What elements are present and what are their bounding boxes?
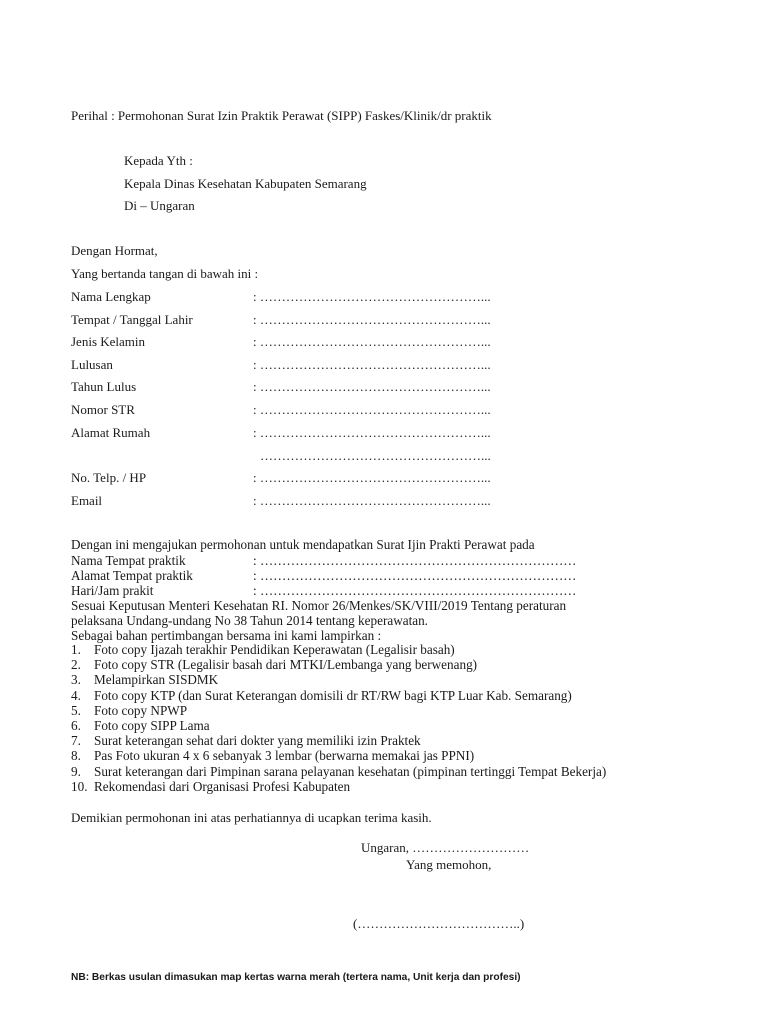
field-value-lulusan: : ……………………………………………... [253,357,491,372]
list-item-number: 6. [71,718,81,734]
request-value-nama-tempat: : ……………………………………………………………… [253,553,577,568]
place-date: Ungaran, ……………………… [361,840,530,855]
request-value-hari-jam: : ……………………………………………………………… [253,583,577,598]
attachments-list [71,642,606,794]
list-item [71,672,606,687]
request-label-nama-tempat: Nama Tempat praktik [71,553,186,568]
applicant-label: Yang memohon, [406,857,492,872]
list-item-text: Foto copy NPWP [94,702,188,718]
regulation-line-2: pelaksana Undang-undang No 38 Tahun 2014 tentang keperawatan. [71,613,428,628]
list-item [71,748,606,763]
list-item-text: Foto copy SIPP Lama [94,718,210,734]
list-item-number: 9. [71,763,81,779]
field-label-alamat-rumah: Alamat Rumah [71,425,151,440]
field-value-nomor-str: : ……………………………………………... [253,402,491,417]
field-label-telp: No. Telp. / HP [71,470,147,485]
list-item-text: Melampirkan SISDMK [94,672,219,688]
field-value-tahun-lulus: : ……………………………………………... [253,379,491,394]
signature-line: (………………………………..) [353,916,525,931]
intro-text: Yang bertanda tangan di bawah ini : [71,266,259,281]
addressee-greeting: Kepada Yth : [124,153,193,168]
regulation-line-1: Sesuai Keputusan Menteri Kesehatan RI. Nomor 26/Menkes/SK/VIII/2019 Tentang peraturan [71,598,567,613]
field-value-email: : ……………………………………………... [253,493,491,508]
list-item [71,688,606,703]
field-label-ttl: Tempat / Tanggal Lahir [71,312,193,327]
list-item-text: Foto copy KTP (dan Surat Keterangan domisili dr RT/RW bagi KTP Luar Kab. Semarang) [94,687,572,703]
salutation: Dengan Hormat, [71,243,158,258]
list-item [71,779,606,794]
list-item-number: 1. [71,642,81,657]
list-item [71,718,606,733]
field-value-alamat-rumah-line2: ……………………………………………... [260,448,491,463]
list-item-number: 10. [71,778,88,794]
list-item [71,733,606,748]
list-item-number: 4. [71,687,81,703]
field-label-nama: Nama Lengkap [71,289,151,304]
list-item-text: Pas Foto ukuran 4 x 6 sebanyak 3 lembar (berwarna memakai jas PPNI) [94,748,475,764]
field-value-ttl: : ……………………………………………... [253,312,491,327]
list-item-text: Surat keterangan dari Pimpinan sarana pelayanan kesehatan (pimpinan tertinggi Tempat Bekerja) [94,763,607,779]
attachments-intro: Sebagai bahan pertimbangan bersama ini kami lampirkan : [71,628,382,643]
list-item-number: 3. [71,672,81,688]
field-value-jenis-kelamin: : ……………………………………………... [253,334,491,349]
request-label-hari-jam: Hari/Jam prakit [71,583,154,598]
field-value-alamat-rumah: : ……………………………………………... [253,425,491,440]
request-label-alamat-tempat: Alamat Tempat praktik [71,568,193,583]
list-item [71,657,606,672]
list-item-number: 5. [71,702,81,718]
list-item-number: 8. [71,748,81,764]
list-item-number: 2. [71,657,81,673]
list-item [71,642,606,657]
subject-line: Perihal : Permohonan Surat Izin Praktik Perawat (SIPP) Faskes/Klinik/dr praktik [71,108,492,123]
addressee-name: Kepala Dinas Kesehatan Kabupaten Semarang [124,176,367,191]
field-label-lulusan: Lulusan [71,357,113,372]
closing-text: Demikian permohonan ini atas perhatiannya di ucapkan terima kasih. [71,810,432,825]
field-label-tahun-lulus: Tahun Lulus [71,379,137,394]
list-item-text: Surat keterangan sehat dari dokter yang memiliki izin Praktek [94,733,421,749]
list-item [71,764,606,779]
list-item [71,703,606,718]
list-item-text: Rekomendasi dari Organisasi Profesi Kabupaten [94,778,351,794]
request-intro: Dengan ini mengajukan permohonan untuk mendapatkan Surat Ijin Prakti Perawat pada [71,537,535,552]
list-item-text: Foto copy Ijazah terakhir Pendidikan Keperawatan (Legalisir basah) [94,642,455,657]
list-item-number: 7. [71,733,81,749]
field-value-nama: : ……………………………………………... [253,289,491,304]
field-value-telp: : ……………………………………………... [253,470,491,485]
field-label-jenis-kelamin: Jenis Kelamin [71,334,146,349]
request-value-alamat-tempat: : ……………………………………………………………… [253,568,577,583]
addressee-location: Di – Ungaran [124,198,195,213]
field-label-email: Email [71,493,103,508]
footnote-nb: NB: Berkas usulan dimasukan map kertas warna merah (tertera nama, Unit kerja dan profesi) [71,972,521,983]
list-item-text: Foto copy STR (Legalisir basah dari MTKI/Lembanga yang berwenang) [94,657,478,673]
field-label-nomor-str: Nomor STR [71,402,135,417]
